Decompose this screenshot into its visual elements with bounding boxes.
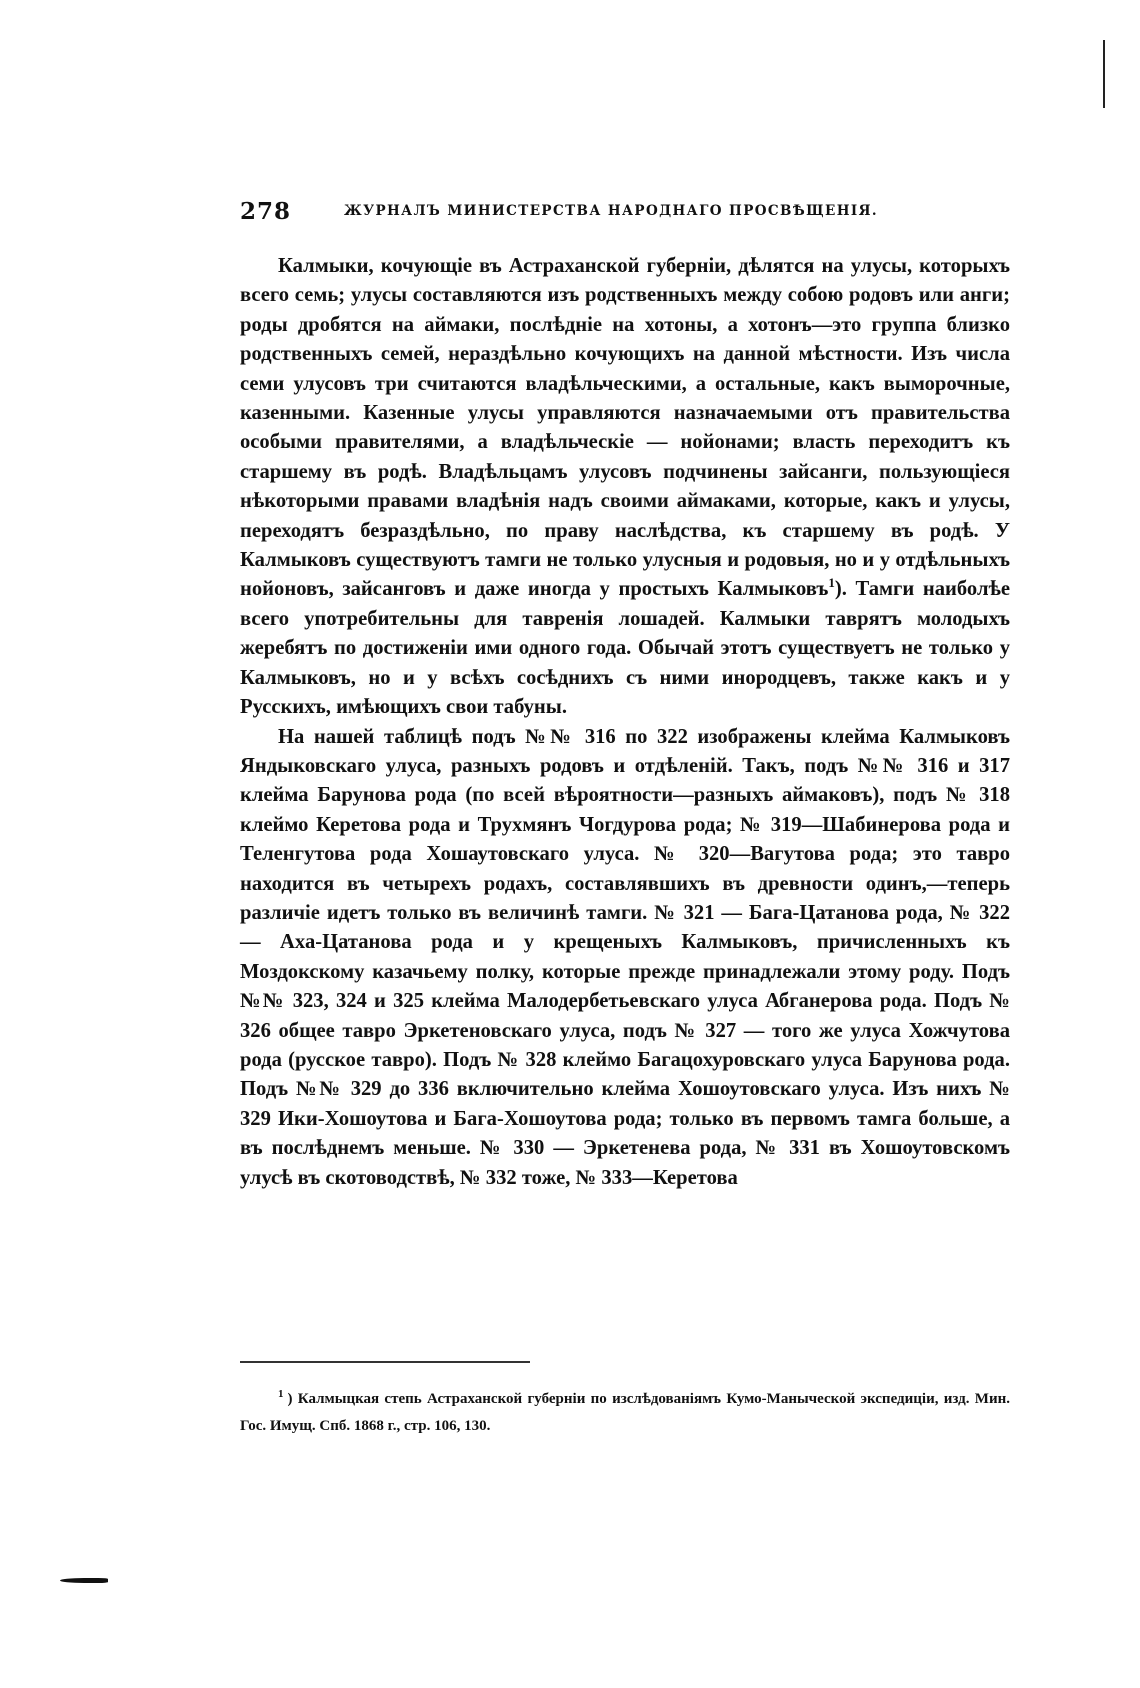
paragraph-2: На нашей таблицѣ подъ №№ 316 по 322 изображены клейма Калмыковъ Яндыковскаго улуса, разныхъ родовъ и отдѣленій. Такъ, подъ №№ 316 и 317 клейма Барунова рода (по всей вѣроятности—разныхъ аймаковъ), подъ № 318 клеймо Керетова рода и Трухмянъ Чогдурова рода; № 319—Шабинерова рода и Теленгутова рода Хошаутовскаго улуса. № 320—Вагутова рода; это тавро находится въ четырехъ родахъ, составлявшихъ въ древности одинъ,—теперь различіе идетъ только въ величинѣ тамги. № 321 — Бага-Цатанова рода, № 322 — Аха-Цатанова рода и у крещеныхъ Калмыковъ, причисленныхъ къ Моздокскому казачьему полку, которые прежде принадлежали этому роду. Подъ №№ 323, 324 и 325 клейма Малодербетьевскаго улуса Абганерова рода. Подъ № 326 общее тавро Эркетеновскаго улуса, подъ № 327 — того же улуса Хожчутова рода (русское тавро). Подъ № 328 клеймо Багацохуровскаго улуса Барунова рода. Подъ №№ 329 до 336 включительно клейма Хошоутовскаго улуса. Изъ нихъ № 329 Ики-Хошоутова и Бага-Хошоутова рода; только въ первомъ тамга больше, а въ послѣднемъ меньше. № 330 — Эркетенева рода, № 331 въ Хошоутовскомъ улусѣ въ скотоводствѣ, № 332 тоже, № 333—Керетова [240, 725, 1010, 1189]
running-title: ЖУРНАЛЪ МИНИСТЕРСТВА НАРОДНАГО ПРОСВѢЩЕНІЯ. [344, 203, 878, 219]
paragraph-1-continuation: ). Тамги наиболѣе всего употребительны для тавренія лошадей. Калмыки таврятъ молодыхъ жеребятъ по достиженіи ими одного года. Обычай этотъ существуетъ не только у Калмыковъ, но и у всѣхъ сосѣднихъ съ ними инородцевъ, также какъ и у Русскихъ, имѣющихъ свои табуны. [240, 578, 1010, 719]
footnote-text: ) Калмыцкая степь Астраханской губерніи по изслѣдованіямъ Кумо-Маныческой экспедиціи, изд. Мин. Гос. Имущ. Спб. 1868 г., стр. 106, 130. [240, 1391, 1010, 1434]
page-edge-line [1103, 40, 1105, 108]
page-number: 278 [240, 198, 292, 225]
paragraph-1 [240, 252, 1010, 723]
margin-mark [60, 1578, 108, 1583]
paragraph-1-text: Калмыки, кочующіе въ Астраханской губерніи, дѣлятся на улусы, которыхъ всего семь; улусы составляются изъ родственныхъ между собою родовъ или анги; роды дробятся на аймаки, послѣдніе на хотоны, а хотонъ—это группа близко родственныхъ семей, нераздѣльно кочующихъ на данной мѣстности. Изъ числа семи улусовъ три считаются владѣльческими, а остальные, какъ выморочные, казенными. Казенные улусы управляются назначаемыми отъ правительства особыми правителями, а владѣльческіе — нойонами; власть переходитъ къ старшему въ родѣ. Владѣльцамъ улусовъ подчинены зайсанги, пользующіеся нѣкоторыми правами владѣнія надъ своими аймаками, которые, какъ и улусы, переходятъ безраздѣльно, по праву наслѣдства, къ старшему въ родѣ. У Калмыковъ существуютъ тамги не только улусныя и родовыя, но и у отдѣльныхъ нойоновъ, зайсанговъ и даже иногда у простыхъ Калмыковъ [240, 255, 1010, 601]
footnote-rule [240, 1361, 530, 1363]
footnote [240, 1386, 1010, 1440]
footnote-mark: 1 [278, 1388, 284, 1400]
footnote-reference: 1 [828, 575, 835, 591]
page-header [240, 198, 1010, 232]
main-text [240, 252, 1010, 1193]
